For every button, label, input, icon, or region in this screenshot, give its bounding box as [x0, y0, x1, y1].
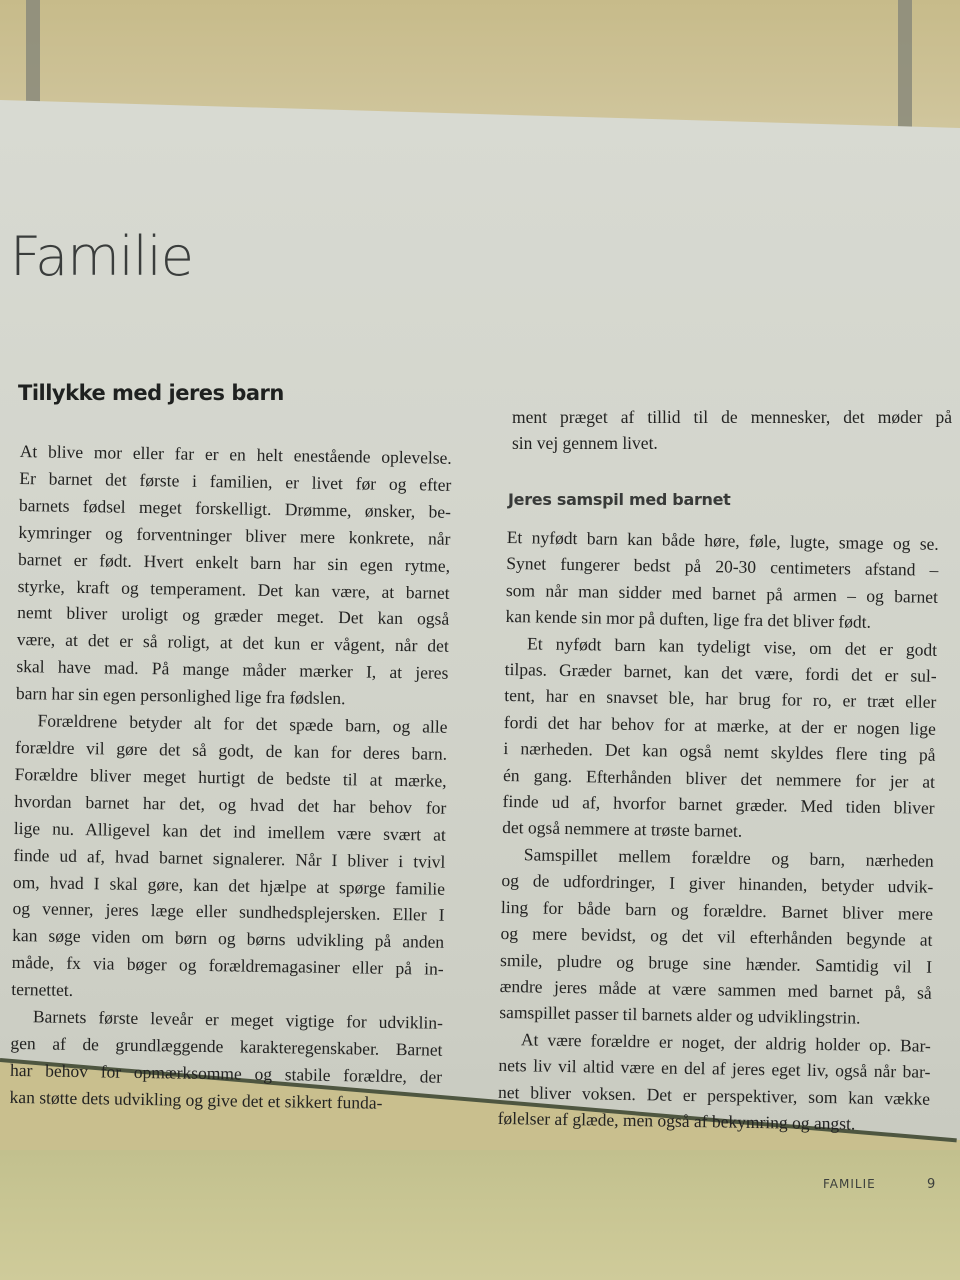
text-line: Er barnet det første i familien, er livet før og efter [19, 467, 452, 495]
text-line: skal have mad. På mange måder mærker I, at jeres [16, 656, 449, 684]
text-line: nets liv vil altid være en del af jeres eget liv, også når bar- [498, 1055, 931, 1082]
text-line: barnets fødsel meget forskelligt. Drømme, ønsker, be- [18, 494, 452, 522]
text-line: det også nemmere at trøste barnet. [502, 817, 743, 842]
right-column [497, 524, 938, 1138]
text-line: og de udfordringer, I giver hinanden, betyder udvik- [501, 870, 934, 898]
text-line: At blive mor eller far er en helt enestående oplevelse. [19, 440, 452, 468]
paragraph [16, 438, 452, 714]
text-line: én gang. Efterhånden bliver det nemmere for jer at [502, 764, 936, 792]
page-number: 9 [927, 1177, 936, 1192]
text-line: har behov for opmærksomme og stabile forældre, der [9, 1059, 443, 1087]
running-footer-section: FAMILIE [823, 1177, 876, 1191]
text-line: hvordan barnet har det, og hvad det har behov for [14, 790, 447, 818]
text-line: At være forældre er noget, der aldrig holder op. Bar- [520, 1029, 932, 1056]
text-line: tent, har en snavset ble, har brug for ro, er træt eller [504, 685, 937, 713]
text-line: og mere bevidst, og det vil efterhånden begynde at [500, 923, 933, 950]
left-column [9, 438, 452, 1117]
text-line: Forældre bliver meget hurtigt de bedste til at mærke, [14, 763, 447, 791]
text-line: kymringer og forventninger bliver mere konkrete, når [18, 521, 451, 549]
text-line: måde, fx via bøger og forældremagasiner eller på in- [11, 952, 444, 979]
text-line: om, hvad I skal gøre, kan det hjælpe at spørge familie [12, 871, 446, 899]
text-line: finde ud af, hvad barnet signalerer. Når I bliver i tvivl [13, 844, 446, 872]
text-line: barnet er født. Hvert enkelt barn har sin egen rytme, [17, 548, 451, 576]
background-floor [0, 1150, 960, 1280]
text-line: kan støtte dets udvikling og give det et sikkert funda- [9, 1086, 383, 1113]
text-line: ment præget af tillid til de mennesker, det møder på [512, 407, 952, 427]
text-line: nemt bliver uroligt og græder meget. Det kan også [17, 602, 450, 630]
paragraph [502, 630, 937, 848]
text-line: sin vej gennem livet. [512, 433, 658, 453]
text-line: Et nyfødt barn kan både høre, føle, lugte, smage og se. [506, 526, 939, 554]
text-line: følelser af glæde, men også af bekymring og angst. [497, 1107, 856, 1134]
text-line: Et nyfødt barn kan tydeligt vise, om det er godt [526, 632, 938, 660]
paragraph [497, 1026, 931, 1138]
text-line: barn har sin egen personlighed lige fra fødslen. [15, 683, 346, 709]
paragraph [11, 707, 448, 1010]
text-line: samspillet passer til barnets alder og udviklingstrin. [499, 1002, 861, 1028]
text-line: tilpas. Græder barnet, kan det være, fordi det er sul- [504, 659, 937, 686]
text-line: i nærheden. Det kan også nemt skyldes flere ting på [503, 738, 936, 766]
text-line: fordi det har behov for at mærke, at der er nogen lige [503, 711, 936, 739]
text-line: forældre vil gøre det så godt, de kan for deres barn. [14, 736, 448, 764]
text-line: Barnets første leveår er meget vigtige for udviklin- [32, 1006, 444, 1033]
text-line: smile, pludre og bruge sine hænder. Samtidig vil I [500, 949, 933, 977]
text-line: ternettet. [11, 979, 74, 1001]
text-line: Forældrene betyder alt for det spæde barn, og alle [37, 710, 448, 737]
text-line: kan kende sin mor på duften, lige fra det bliver født. [505, 606, 872, 632]
text-line: finde ud af, hvorfor barnet græder. Med tiden bliver [502, 791, 935, 818]
text-line: styrke, kraft og temperament. Det kan være, at barnet [17, 575, 450, 603]
paragraph [499, 841, 934, 1033]
text-line: Samspillet mellem forældre og barn, nærheden [523, 844, 934, 871]
paragraph [9, 1003, 443, 1117]
text-line: og venner, jeres læge eller sundhedsplejersken. Eller I [12, 898, 445, 926]
page-title: Familie [10, 225, 194, 288]
right-column-continuation [512, 404, 952, 456]
text-line: Synet fungerer bedst på 20-30 centimeters afstand – [506, 553, 939, 581]
section-heading: Tillykke med jeres barn [18, 381, 284, 405]
text-line: ling for både barn og forældre. Barnet bliver mere [500, 896, 934, 924]
paragraph [505, 524, 939, 636]
text-line: lige nu. Alligevel kan det ind imellem være svært at [13, 817, 446, 845]
text-line: være, at det er så roligt, at det kun er vågent, når det [16, 629, 449, 657]
text-line: net bliver voksen. Det er perspektiver, som kan vække [497, 1081, 931, 1109]
text-line: kan søge viden om børn og børns udvikling på anden [12, 925, 445, 953]
text-line: som når man sidder med barnet på armen – og barnet [505, 579, 939, 607]
subsection-heading: Jeres samspil med barnet [508, 490, 731, 509]
text-line: gen af de grundlæggende karakteregenskaber. Barnet [10, 1032, 443, 1060]
text-line: ændre jeres måde at være sammen med barnet på, så [499, 975, 932, 1003]
